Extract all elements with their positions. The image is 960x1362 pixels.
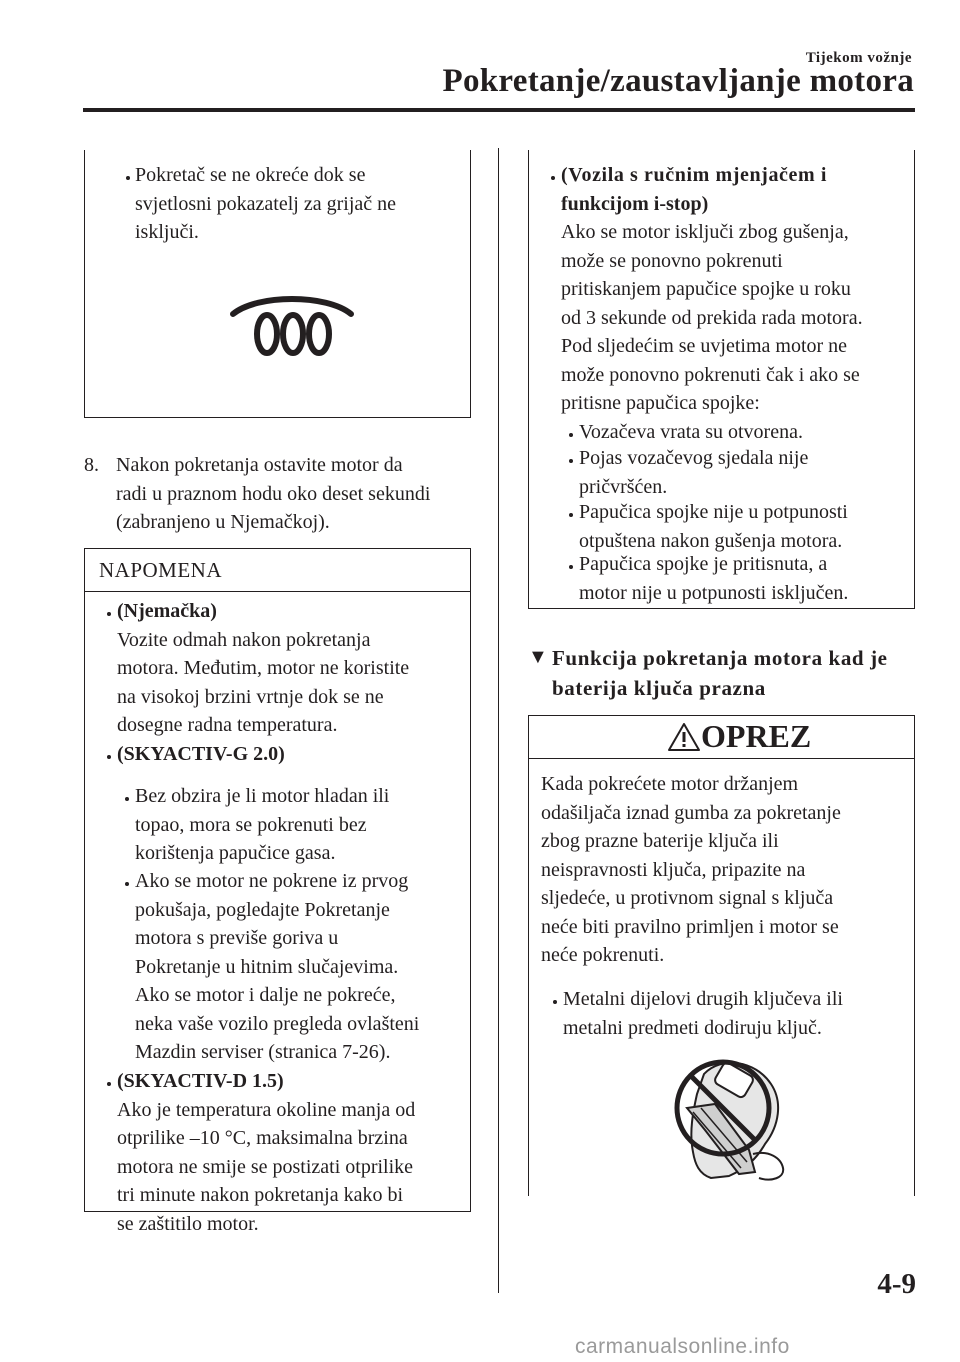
note-subtitle: (Njemačka) <box>117 600 217 622</box>
text-line: pričvršćen. <box>579 475 668 498</box>
caution-heading: OPREZ <box>701 718 812 754</box>
text-line: pritiskanjem papučice spojke u roku <box>561 278 851 300</box>
text-line: odašiljača iznad gumba za pokretanje <box>541 801 841 824</box>
text-line: tri minute nakon pokretanja kako bi <box>117 1184 404 1206</box>
text-line: Mazdin serviser (stranica 7-26). <box>135 1041 391 1063</box>
caution-bullet <box>563 985 913 1042</box>
step-8-text <box>116 451 476 537</box>
text-line: Metalni dijelovi drugih ključeva ili <box>563 988 843 1010</box>
text-line: Pokretač se ne okreće dok se <box>135 164 366 186</box>
bullet-dot <box>107 1082 111 1086</box>
text-line: Pojas vozačevog sjedala nije <box>579 447 809 469</box>
text-line: Nakon pokretanja ostavite motor da <box>116 454 403 476</box>
header-rule <box>83 108 915 112</box>
text-line: motora s previše goriva u <box>135 927 339 949</box>
text-line: sljedeće, u protivnom signal s ključa <box>541 887 834 909</box>
box-subtitle: funkcijom i-stop) <box>561 192 709 215</box>
column-divider <box>498 148 499 1293</box>
bullet-dot <box>569 513 573 517</box>
text-line: Pokretanje u hitnim slučajevima. <box>135 955 399 978</box>
text-line: topao, mora se pokrenuti bez <box>135 813 367 836</box>
glow-indicator-box <box>84 150 471 418</box>
manual-transmission-text <box>561 161 911 418</box>
text-line: pritisne papučica spojke: <box>561 392 760 414</box>
text-line: Ako je temperatura okoline manja od <box>117 1098 416 1121</box>
subheading-line: Funkcija pokretanja motora kad je <box>552 646 888 670</box>
text-line: može se ponovno pokrenuti <box>561 249 783 272</box>
bullet-dot <box>125 882 129 886</box>
bullet-dot <box>569 433 573 437</box>
text-line: Pod sljedećim se uvjetima motor ne <box>561 335 848 357</box>
text-line: Bez obzira je li motor hladan ili <box>135 785 390 807</box>
text-line: otpuštena nakon gušenja motora. <box>579 529 843 552</box>
text-line: metalni predmeti dodiruju ključ. <box>563 1016 822 1039</box>
bullet-dot <box>125 797 129 801</box>
text-line: Vozačeva vrata su otvorena. <box>579 421 803 443</box>
box-subtitle: (Vozila s ručnim mjenjačem i <box>561 164 828 186</box>
text-line: neispravnosti ključa, pripazite na <box>541 858 806 881</box>
text-line: neka vaše vozilo pregleda ovlašteni <box>135 1012 420 1035</box>
text-line: se zaštitilo motor. <box>117 1212 259 1235</box>
step-number: 8. <box>84 454 99 476</box>
text-line: Ako se motor ne pokrene iz prvog <box>135 870 409 892</box>
subheading-line: baterija ključa prazna <box>552 676 766 700</box>
subheading-marker: ▼ <box>528 646 548 668</box>
key-prohibited-metal-icon <box>659 1046 789 1186</box>
note-skyactiv-d <box>117 1067 467 1238</box>
text-line: isključi. <box>135 221 199 243</box>
note-g-bullet-1 <box>135 782 470 868</box>
bullet-dot <box>551 176 555 180</box>
text-line: Ako se motor isključi zbog gušenja, <box>561 221 849 243</box>
text-line: motora. Međutim, motor ne koristite <box>117 657 410 679</box>
bullet-dot <box>569 459 573 463</box>
text-line: zbog prazne baterije ključa ili <box>541 830 779 852</box>
text-line: pokušaja, pogledajte Pokretanje <box>135 898 390 921</box>
subheading <box>552 643 917 703</box>
bullet-dot <box>107 612 111 616</box>
condition-item <box>579 444 914 501</box>
note-box <box>84 548 471 1235</box>
text-line: motora ne smije se postizati otprilike <box>117 1155 414 1178</box>
watermark: carmanualsonline.info <box>575 1335 790 1358</box>
text-line: Ako se motor i dalje ne pokreće, <box>135 984 396 1006</box>
condition-item <box>579 550 914 607</box>
text-line: na visokoj brzini vrtnje dok se ne <box>117 685 384 708</box>
section-title: Tijekom vožnje <box>805 50 912 66</box>
manual-transmission-box <box>528 150 915 609</box>
note-g-bullet-2 <box>135 867 470 1067</box>
text-line: radi u praznom hodu oko deset sekundi <box>116 482 431 505</box>
condition-item <box>579 498 914 555</box>
chapter-title: Pokretanje/zaustavljanje motora <box>442 63 914 99</box>
note-subtitle: (SKYACTIV-D 1.5) <box>117 1070 284 1092</box>
note-subtitle: (SKYACTIV-G 2.0) <box>117 743 285 765</box>
warning-triangle-icon <box>667 722 701 752</box>
text-line: Papučica spojke nije u potpunosti <box>579 501 848 523</box>
text-line: otprilike –10 °C, maksimalna brzina <box>117 1127 408 1149</box>
glow-indicator-text <box>135 161 465 247</box>
bullet-dot <box>126 176 130 180</box>
caution-header <box>529 716 914 759</box>
text-line: od 3 sekunde od prekida rada motora. <box>561 306 863 329</box>
text-line: dosegne radna temperatura. <box>117 714 338 736</box>
bullet-dot <box>569 565 573 569</box>
text-line: korištenja papučice gasa. <box>135 842 336 864</box>
note-header <box>85 548 470 592</box>
text-line: motor nije u potpunosti isključen. <box>579 581 849 604</box>
note-heading: NAPOMENA <box>99 558 223 582</box>
text-line: Papučica spojke je pritisnuta, a <box>579 553 828 575</box>
text-line: Vozite odmah nakon pokretanja <box>117 628 371 651</box>
bullet-dot <box>107 755 111 759</box>
text-line: (zabranjeno u Njemačkoj). <box>116 511 330 533</box>
caution-body <box>541 770 911 970</box>
text-line: može ponovno pokrenuti čak i ako se <box>561 363 860 386</box>
text-line: neće pokrenuti. <box>541 944 665 966</box>
note-germany <box>117 597 467 740</box>
text-line: Kada pokrećete motor držanjem <box>541 773 799 795</box>
text-line: neće biti pravilno primljen i motor se <box>541 915 839 938</box>
page-number: 4-9 <box>877 1268 916 1300</box>
glow-plug-indicator-icon <box>227 290 357 360</box>
bullet-dot <box>553 1000 557 1004</box>
text-line: svjetlosni pokazatelj za grijač ne <box>135 192 397 215</box>
condition-item <box>579 418 914 447</box>
caution-box <box>528 715 915 1196</box>
